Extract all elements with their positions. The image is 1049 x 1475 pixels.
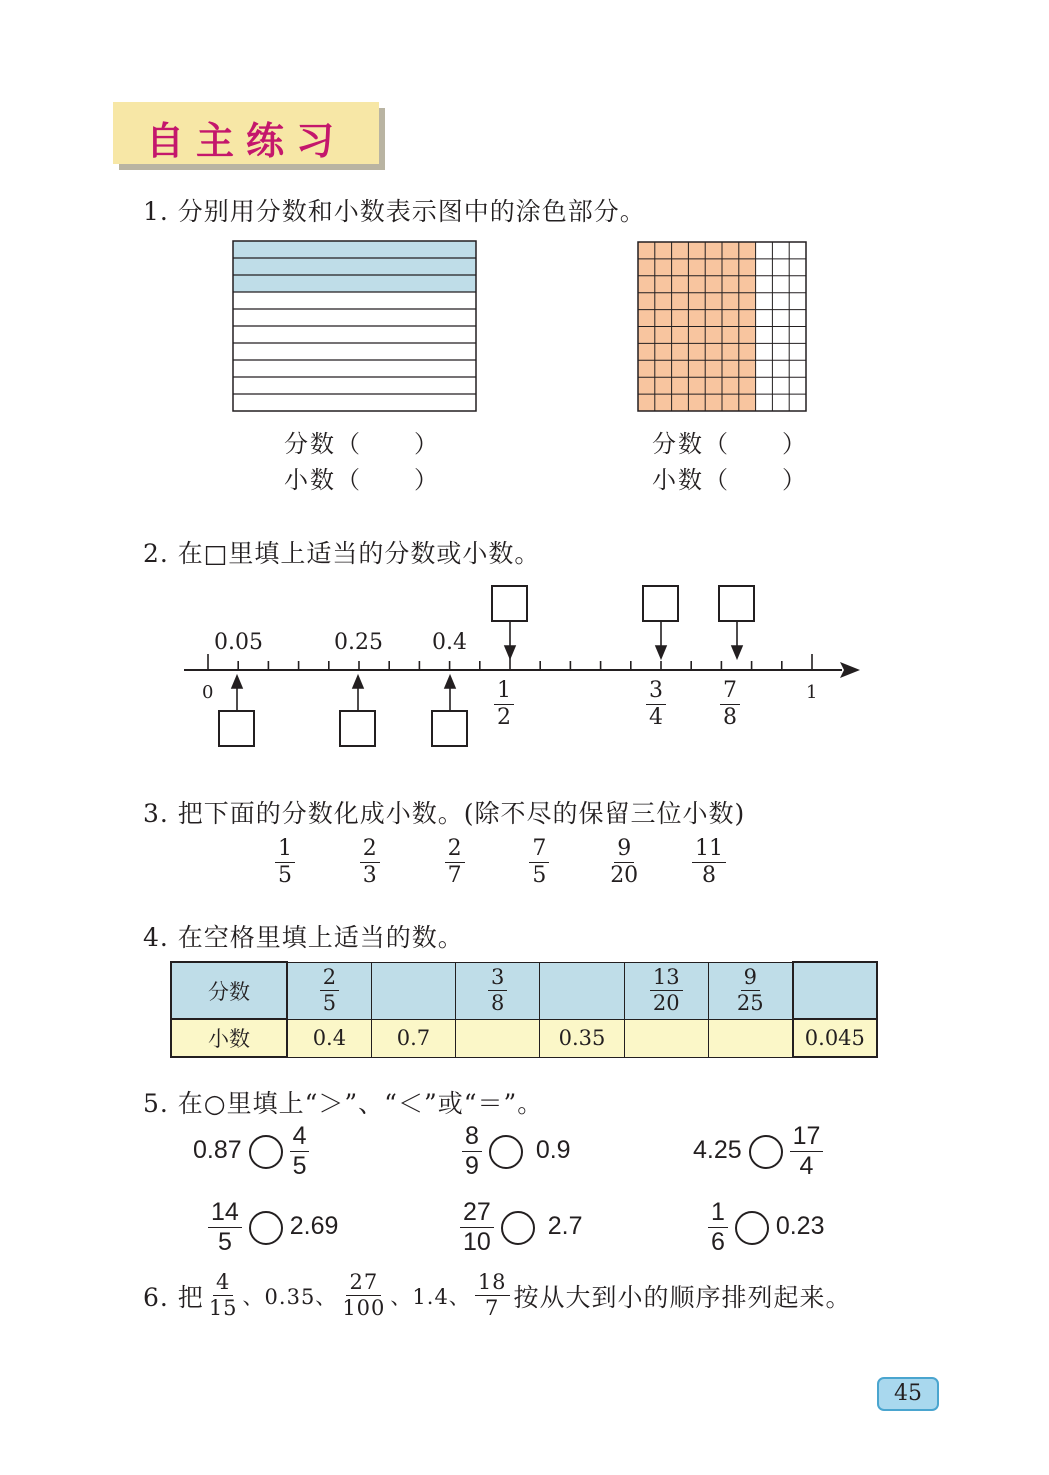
answer-box-top-2[interactable] bbox=[643, 586, 678, 621]
decimal-row bbox=[171, 1019, 877, 1057]
compare-circle[interactable] bbox=[749, 1135, 783, 1169]
down-arrows bbox=[505, 621, 742, 658]
fraction-cell[interactable]: $\frac{9}{25}$ bbox=[708, 962, 792, 1019]
arrow-head bbox=[840, 662, 860, 678]
answer-box-top-3[interactable] bbox=[719, 586, 754, 621]
decimal-cell[interactable]: 0.35 bbox=[540, 1019, 624, 1057]
question-4-text: 4. 在空格里填上适当的数。 bbox=[143, 923, 464, 952]
compare-item-6: $\frac{1}{6}$ 0.23 bbox=[708, 1200, 824, 1255]
number-line bbox=[180, 580, 870, 755]
fraction-row bbox=[171, 962, 877, 1019]
label-0-25: 0.25 bbox=[334, 630, 383, 655]
fraction-item: 1 5 bbox=[262, 838, 308, 887]
fraction-one-half: 1 2 bbox=[494, 680, 514, 729]
compare-circle[interactable] bbox=[249, 1135, 283, 1169]
fraction-three-quarters: 3 4 bbox=[646, 680, 666, 729]
left-fraction-blank: 分数（ ） bbox=[284, 430, 440, 458]
fraction-cell[interactable]: $\frac{2}{5}$ bbox=[287, 962, 371, 1019]
question-5-text: 5. 在○里填上“＞”、“＜”或“＝”。 bbox=[143, 1089, 544, 1118]
decimal-cell[interactable]: 0.4 bbox=[287, 1019, 371, 1057]
row-label-fraction: 分数 bbox=[171, 962, 287, 1019]
page-number-badge: 45 bbox=[877, 1377, 939, 1411]
label-0-4: 0.4 bbox=[432, 630, 467, 655]
label-one: 1 bbox=[806, 682, 818, 703]
row-label-decimal: 小数 bbox=[171, 1019, 287, 1057]
right-decimal-blank: 小数（ ） bbox=[652, 466, 808, 494]
shaded-strips bbox=[233, 241, 476, 292]
question-6-text: 6. 把 4 15 、0.35、 27 100 、1.4、 18 7 按从大到小的顺序排列起来。 bbox=[143, 1270, 852, 1320]
label-0-05: 0.05 bbox=[214, 630, 263, 655]
answer-box-top-1[interactable] bbox=[492, 586, 527, 621]
fraction-item: 7 5 bbox=[516, 838, 562, 887]
compare-item-2: $\frac{8}{9}$ 0.9 bbox=[462, 1124, 571, 1179]
fraction-cell-empty[interactable] bbox=[793, 962, 877, 1019]
decimal-cell[interactable]: 0.045 bbox=[793, 1019, 877, 1057]
decimal-cell-empty[interactable] bbox=[708, 1019, 792, 1057]
answer-box-bottom-3[interactable] bbox=[432, 711, 467, 746]
fraction-cell[interactable]: $\frac{13}{20}$ bbox=[624, 962, 708, 1019]
fraction-decimal-table bbox=[170, 961, 878, 1058]
grid-diagram bbox=[637, 241, 807, 413]
decimal-cell-empty[interactable] bbox=[456, 1019, 540, 1057]
decimal-cell[interactable]: 0.7 bbox=[371, 1019, 455, 1057]
fraction-item: 9 20 bbox=[610, 836, 639, 888]
fraction-item: 11 8 bbox=[686, 838, 732, 887]
compare-circle[interactable] bbox=[249, 1211, 283, 1245]
question-1-text: 1. 分别用分数和小数表示图中的涂色部分。 bbox=[143, 197, 646, 226]
compare-item-5: $\frac{27}{10}$ 2.7 bbox=[460, 1200, 582, 1255]
fraction-seven-eighths: 7 8 bbox=[720, 680, 740, 729]
decimal-cell-empty[interactable] bbox=[624, 1019, 708, 1057]
compare-item-4: $\frac{14}{5}$ 2.69 bbox=[208, 1200, 338, 1255]
compare-item-1: 0.87 $\frac{4}{5}$ bbox=[193, 1124, 309, 1179]
compare-item-3: 4.25 $\frac{17}{4}$ bbox=[693, 1124, 823, 1179]
right-fraction-blank: 分数（ ） bbox=[652, 430, 808, 458]
compare-circle[interactable] bbox=[735, 1211, 769, 1245]
answer-box-bottom-2[interactable] bbox=[340, 711, 375, 746]
up-arrows bbox=[232, 676, 455, 711]
compare-circle[interactable] bbox=[489, 1135, 523, 1169]
strip-diagram bbox=[232, 240, 478, 412]
left-decimal-blank: 小数（ ） bbox=[284, 466, 440, 494]
question-3-text: 3. 把下面的分数化成小数。(除不尽的保留三位小数) bbox=[143, 799, 746, 828]
section-title: 自主练习 bbox=[145, 119, 346, 163]
answer-box-bottom-1[interactable] bbox=[219, 711, 254, 746]
section-title-banner bbox=[113, 102, 379, 164]
question-2-text: 2. 在□里填上适当的分数或小数。 bbox=[143, 539, 541, 568]
fraction-item: 2 3 bbox=[347, 838, 393, 887]
fraction-cell[interactable]: $\frac{3}{8}$ bbox=[456, 962, 540, 1019]
fraction-item: 2 7 bbox=[432, 838, 478, 887]
fraction-cell-empty[interactable] bbox=[371, 962, 455, 1019]
fraction-cell-empty[interactable] bbox=[540, 962, 624, 1019]
compare-circle[interactable] bbox=[501, 1211, 535, 1245]
fractions-to-convert bbox=[262, 838, 732, 887]
label-zero: 0 bbox=[202, 682, 214, 703]
